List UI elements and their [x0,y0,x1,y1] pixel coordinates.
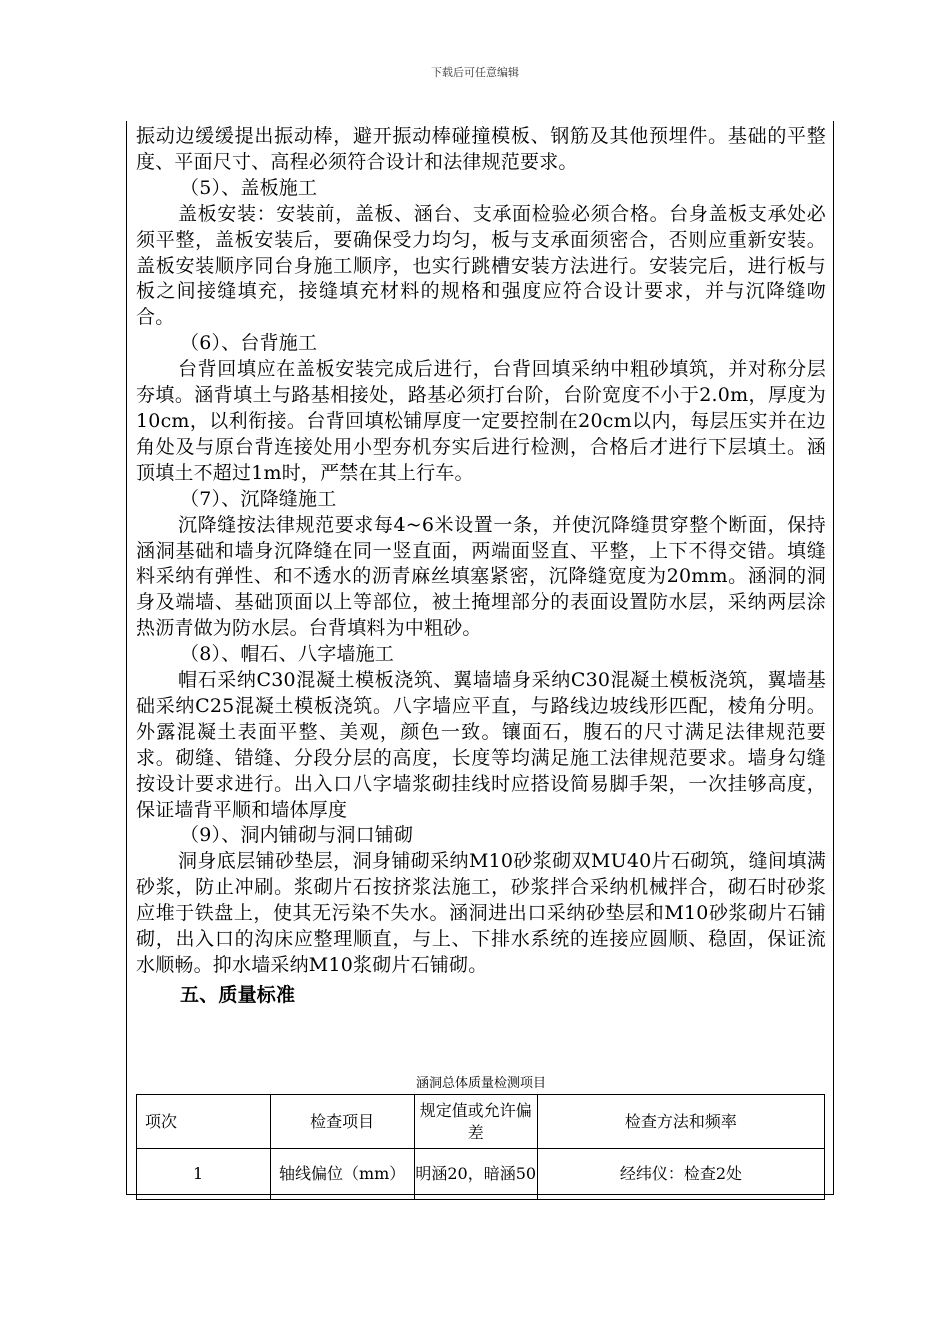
document-body [136,124,826,1009]
header-method: 检查方法和频率 [537,1095,824,1149]
table-header-row [137,1095,825,1149]
subheading-paving: （9）、洞内铺砌与洞口铺砌 [180,824,414,847]
cell-item: 轴线偏位（mm） [270,1149,414,1200]
header-seq: 项次 [137,1095,271,1149]
section-heading-quality: 五、质量标准 [180,983,296,1006]
subheading-settlement-joint: （7）、沉降缝施工 [180,487,337,510]
cell-spec: 明涵20，暗涵50 [414,1149,537,1200]
page-header-note: 下载后可任意编辑 [431,66,519,79]
paragraph-vibration: 振动边缓缓提出振动棒，避开振动棒碰撞模板、钢筋及其他预埋件。基础的平整度、平面尺寸、高程必须符合设计和法律规范要求。 [136,125,826,173]
header-item: 检查项目 [270,1095,414,1149]
cell-method: 经纬仪：检查2处 [537,1149,824,1200]
paragraph-backfill: 台背回填应在盖板安装完成后进行，台背回填采纳中粗砂填筑，并对称分层夯填。涵背填土与路基相接处，路基必须打台阶，台阶宽度不小于2.0m，厚度为10cm，以利衔接。台背回填松铺厚度一定要控制在20cm以内，每层压实并在边角处及与原台背连接处用小型夯机夯实后进行检测，合格后才进行下层填土。涵顶填土不超过1m时，严禁在其上行车。 [136,358,826,484]
paragraph-cover-plate: 盖板安装：安装前，盖板、涵台、支承面检验必须合格。台身盖板支承处必须平整，盖板安装后，要确保受力均匀，板与支承面须密合，否则应重新安装。盖板安装顺序同台身施工顺序，也实行跳槽安装方法进行。安装完后，进行板与板之间接缝填充，接缝填充材料的规格和强度应符合设计要求，并与沉降缝吻合。 [136,202,826,329]
table-row [137,1149,825,1200]
header-spec: 规定值或允许偏差 [414,1095,537,1149]
subheading-cap-stone: （8）、帽石、八字墙施工 [180,643,394,666]
cell-seq: 1 [137,1149,271,1200]
paragraph-settlement-joint: 沉降缝按法律规范要求每4~6米设置一条，并使沉降缝贯穿整个断面，保持涵洞基础和墙身沉降缝在同一竖直面，两端面竖直、平整，上下不得交错。填缝料采纳有弹性、和不透水的沥青麻丝填塞紧密，沉降缝宽度为20mm。涵洞的洞身及端墙、基础顶面以上等部位，被土掩埋部分的表面设置防水层，采纳两层涂热沥青做为防水层。台背填料为中粗砂。 [136,513,826,640]
paragraph-cap-stone: 帽石采纳C30混凝土模板浇筑、翼墙墙身采纳C30混凝土模板浇筑，翼墙基础采纳C25混凝土模板浇筑。八字墙应平直，与路线边坡线形匹配，棱角分明。外露混凝土表面平整、美观，颜色一致。镶面石，腹石的尺寸满足法律规范要求。砌缝、错缝、分段分层的高度，长度等均满足施工法律规范要求。墙身勾缝按设计要求进行。出入口八字墙浆砌挂线时应搭设简易脚手架，一次挂够高度，保证墙背平顺和墙体厚度 [136,669,826,821]
subheading-backfill: （6）、台背施工 [180,332,318,355]
quality-table [136,1094,825,1200]
paragraph-paving: 洞身底层铺砂垫层，洞身铺砌采纳M10砂浆砌双MU40片石砌筑，缝间填满砂浆，防止冲刷。浆砌片石按挤浆法施工，砂浆拌合采纳机械拌合，砌石时砂浆应堆于铁盘上，使其无污染不失水。涵洞进出口采纳砂垫层和M10砂浆砌片石铺砌，出入口的沟床应整理顺直，与上、下排水系统的连接应圆顺、稳固，保证流水顺畅。抑水墙采纳M10浆砌片石铺砌。 [136,850,826,976]
table-caption: 涵洞总体质量检测项目 [415,1076,546,1091]
subheading-cover-plate: （5）、盖板施工 [180,176,318,199]
